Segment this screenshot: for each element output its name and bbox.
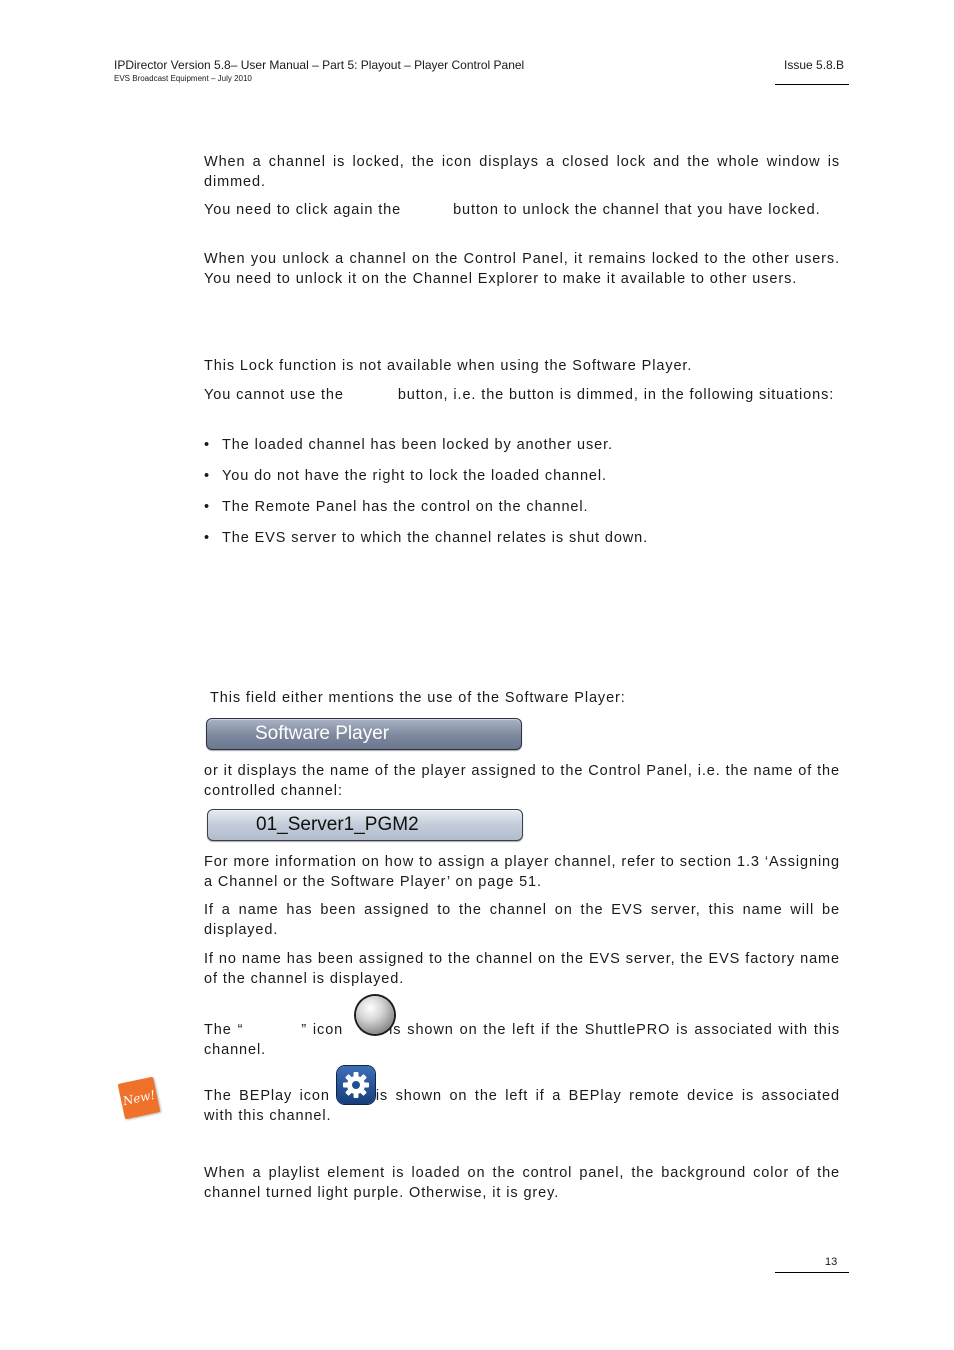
bullet-text: The EVS server to which the channel relates is shut down. [222, 530, 649, 546]
beplay-text-a: The BEPlay icon [204, 1088, 330, 1104]
lock-paragraph-4: This Lock function is not available when using the Software Player. [204, 358, 693, 374]
bullet-item [204, 529, 840, 549]
shuttlepro-text-c: is shown on the left if the ShuttlePRO is associated with this channel. [204, 1022, 840, 1058]
shuttlepro-paragraph [204, 1021, 840, 1060]
software-player-field: Software Player [206, 718, 522, 750]
shuttlepro-knob-icon [356, 996, 394, 1034]
header-subtitle: EVS Broadcast Equipment – July 2010 [114, 74, 252, 83]
beplay-paragraph [204, 1087, 840, 1126]
bullet-dot: • [204, 437, 210, 453]
field-intro: This field either mentions the use of the Software Player: [210, 690, 626, 706]
lock-paragraph-3: When you unlock a channel on the Control Panel, it remains locked to the other users. You need to unlock it on the Channel Explorer to make it available to other users. [204, 251, 840, 287]
lock-paragraph-5 [204, 386, 840, 406]
bullet-dot: • [204, 468, 210, 484]
footer-rule [775, 1272, 849, 1273]
footer-page-number: 13 [825, 1256, 838, 1268]
beplay-text-b: is shown on the left if a BEPlay remote device is associated with this channel. [204, 1088, 840, 1124]
bullet-item [204, 467, 840, 487]
lock-paragraph-5-start: You cannot use the [204, 387, 344, 403]
bullet-dot: • [204, 530, 210, 546]
bullet-text: The loaded channel has been locked by another user. [222, 437, 613, 453]
header-rule [775, 84, 849, 85]
header-issue: Issue 5.8.B [784, 58, 845, 72]
lock-paragraph-5-end: button, i.e. the button is dimmed, in the following situations: [397, 387, 835, 403]
lock-paragraph-2-end: button to unlock the channel that you have locked. [453, 202, 821, 218]
playlist-paragraph: When a playlist element is loaded on the control panel, the background color of the channel turned light purple. Otherwise, it is grey. [204, 1165, 840, 1201]
name-assigned-paragraph: If a name has been assigned to the channel on the EVS server, this name will be displayed. [204, 902, 840, 938]
new-badge: New! [118, 1077, 161, 1120]
lock-paragraph-2 [204, 201, 840, 221]
header-title: IPDirector Version 5.8– User Manual – Part 5: Playout – Player Control Panel [114, 58, 525, 72]
bullet-item [204, 498, 840, 518]
shuttlepro-text-b: ” icon [301, 1022, 344, 1038]
field-or-paragraph: or it displays the name of the player assigned to the Control Panel, i.e. the name of the controlled channel: [204, 763, 840, 799]
beplay-gear-icon [337, 1066, 375, 1104]
bullet-item [204, 436, 840, 456]
shuttlepro-text-a: The “ [204, 1022, 244, 1038]
more-info-paragraph: For more information on how to assign a player channel, refer to section 1.3 ‘Assigning a Channel or the Software Player’ on page 51. [204, 854, 840, 890]
channel-name-field: 01_Server1_PGM2 [207, 809, 523, 841]
lock-paragraph-2-start: You need to click again the [204, 202, 402, 218]
bullet-text: You do not have the right to lock the loaded channel. [222, 468, 607, 484]
lock-paragraph-1: When a channel is locked, the icon displays a closed lock and the whole window is dimmed. [204, 154, 840, 190]
bullet-dot: • [204, 499, 210, 515]
bullet-text: The Remote Panel has the control on the channel. [222, 499, 589, 515]
no-name-paragraph: If no name has been assigned to the channel on the EVS server, the EVS factory name of the channel is displayed. [204, 951, 840, 987]
